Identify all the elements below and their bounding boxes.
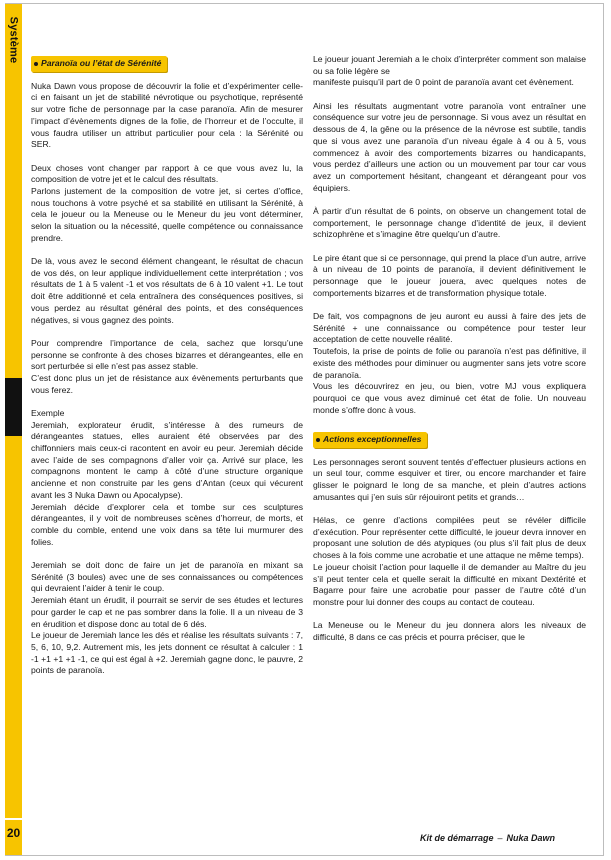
paragraph: Le joueur de Jeremiah lance les dés et réalise les résultats suivants : 7, 5, 6, 10, 9,2. Autrement mis, les jets donnent ce résultat à calculer : 1 -1 +1 +1 +1 -1, ce qui est égal à +2. Jeremiah gagne donc, le pauvre, 2 points de paranoïa. <box>31 630 303 676</box>
paragraph: C’est donc plus un jet de résistance aux évènements perturbants que vous ferez. <box>31 372 303 395</box>
left-column <box>31 52 303 677</box>
paragraph: Hélas, ce genre d’actions compilées peut se révéler difficile d’exécution. Pour représenter cette difficulté, le joueur devra innover en proposant une solution de dés atypiques (ou plus s’il fait plus de deux choses à la fois comme une acrobatie et une attaque ne même temps). <box>313 515 586 561</box>
paragraph: Le pire étant que si ce personnage, qui prend la place d’un autre, arrive à un niveau de 10 points de paranoïa, il devient définitivement le personnage que le joueur jouera, avec quelques notes de comportements bizarres et de transformation physique totale. <box>313 252 586 298</box>
footer-game: Nuka Dawn <box>506 833 556 843</box>
bullet-icon <box>34 62 38 66</box>
section-heading-actions <box>313 432 427 448</box>
paragraph: La Meneuse ou le Meneur du jeu donnera alors les niveaux de difficulté, 8 dans ce cas précis et pourra préciser, que le <box>313 620 586 642</box>
section-heading-paranoia <box>31 56 167 72</box>
paragraph: De là, vous avez le second élément changeant, le résultat de chacun de vos dés, on leur applique individuellement cette interprétation ; vos résultats de 1 à 5 valent -1 et vos résultats de 6 à 10 valent +1. Le tout doit être additionné et cela entraînera des conséquences positives, si vous perdez au résultat général des points, et des conséquences négatives, si vous gagnez des points. <box>31 256 303 325</box>
paragraph: Jeremiah décide d’explorer cela et tombe sur ces sculptures dérangeantes, il y voit de nombreuses scènes d’horreur, de morts, et comble du comble, entend une voix dans sa tête lui murmurer des folies. <box>31 501 303 547</box>
paragraph: Jeremiah, explorateur érudit, s’intéresse à des rumeurs de dérangeantes statues, elles auraient été observées par des chiffonniers mais ceux-ci racontent en avoir eu peur. Jeremiah décide avec l’aide de ses compagnons d’aller voir ça. Arrivé sur place, les compagnons montent le camp à côté d’une structure organique ancienne et non construite par les gens d’Antan (ceux qui vécurent avant les 3 Nuka Dawn ou Apocalypse). <box>31 419 303 500</box>
footer <box>420 833 590 843</box>
paragraph: Toutefois, la prise de points de folie ou paranoïa n’est pas définitive, il existe des méthodes pour diminuer ou augmenter sans jets votre score de paranoïa. <box>313 346 586 380</box>
paragraph: Le joueur jouant Jeremiah a le choix d’interpréter comment son malaise ou sa folie légère se <box>313 54 586 76</box>
paragraph: Pour comprendre l’importance de cela, sachez que lorsqu’une personne se confronte à des choses bizarres et dérangeantes, elle en sort perturbée si elle n’est pas assez stable. <box>31 337 303 372</box>
paragraph: Le joueur choisit l’action pour laquelle il de demander au Maître du jeu s’il peut tenter cela et quelle serait la difficulté en mixant Dextérité et Bagarre pour faire une acrobatie pour passer de l’autre côté d’un monstre pour lui donner des coups au contact de couteau. <box>313 561 586 607</box>
band-separator <box>5 818 22 820</box>
paragraph: De fait, vos compagnons de jeu auront eu aussi à faire des jets de Sérénité + une connaissance ou compétence pour tester leur acceptation de cette nouvelle réalité. <box>313 311 586 345</box>
section-label-wrap <box>5 8 22 72</box>
heading-text: Paranoïa ou l’état de Sérénité <box>41 58 162 68</box>
page-number: 20 <box>6 826 21 840</box>
right-column <box>313 54 586 644</box>
paragraph: Jeremiah étant un érudit, il pourrait se servir de ses études et lectures pour garder le cap et ne pas sombrer dans la folie. Il a un niveau de 3 en érudition et dispose donc au total de 6 dés. <box>31 595 303 629</box>
paragraph: Jeremiah se doit donc de faire un jet de paranoïa en mixant sa Sérénité (3 boules) avec une de ses connaissances ou compétences qui devraient l’aider à tenir le coup. <box>31 559 303 594</box>
example-label: Exemple <box>31 407 65 418</box>
footer-kit: Kit de démarrage <box>420 833 494 843</box>
paragraph: À partir d’un résultat de 6 points, on observe un changement total de comportement, le personnage change d’identité de jeux, il devient schizophrène et s’imagine être quelqu’un d’autre. <box>313 205 586 240</box>
heading-text: Actions exceptionnelles <box>323 433 422 444</box>
section-label: Système <box>7 16 20 64</box>
footer-separator: – <box>497 833 503 843</box>
band-marker <box>5 378 22 436</box>
paragraph: manifeste puisqu’il part de 0 point de paranoïa avant cet évènement. <box>313 77 574 88</box>
bullet-icon <box>316 438 320 442</box>
paragraph: Ainsi les résultats augmentant votre paranoïa vont entraîner une conséquence sur votre jeu de personnage. Si vous avez un résultat en dessous de 4, la gêne ou la présence de la névrose est subtile, tandis que si vous avez une paranoïa d’un niveau égale à 4 ou à 5, vous commencez à avoir des comportements bizarres ou handicapants, vous perdez d’ailleurs une action ou un mouvement par tour car vous avez un comportement hésitant, changeant et dérangeant pour vos équipiers. <box>313 100 586 193</box>
paragraph: Parlons justement de la composition de votre jet, si certes d’office, nous touchons à votre psyché et sa stabilité en utilisant la Sérénité, à cela le joueur ou la Meneuse ou le Meneur du jeu vont déterminer, selon la situation ou la nécessité, quelle compétence ou connaissance prendre. <box>31 185 303 243</box>
paragraph: Vous les découvrirez en jeu, ou bien, votre MJ vous expliquera pourquoi ce que vous avez diminué cet état de folie. Un nouveau monde s’offre donc à vous. <box>313 381 586 415</box>
paragraph: Nuka Dawn vous propose de découvrir la folie et d’expérimenter celle-ci en faisant un jet de stabilité névrotique ou psychotique, représenté sur votre fiche de personnage par la case paranoïa. Afin de mesurer l’impact d’évènements dignes de la folie, de l’horreur et de l’occulte, il vous faudra utiliser un attribut particulier pour cela : la Sérénité ou SER. <box>31 80 303 150</box>
paragraph: Les personnages seront souvent tentés d’effectuer plusieurs actions en un seul tour, comme esquiver et tirer, ou encore marchander et faire glisser le poignard le long de sa manche, et plein d’autres actions amusantes qui j’en suis sûr réjouiront petits et grands… <box>313 456 586 502</box>
paragraph: Deux choses vont changer par rapport à ce que vous avez lu, la composition de votre jet et le calcul des résultats. <box>31 162 303 185</box>
